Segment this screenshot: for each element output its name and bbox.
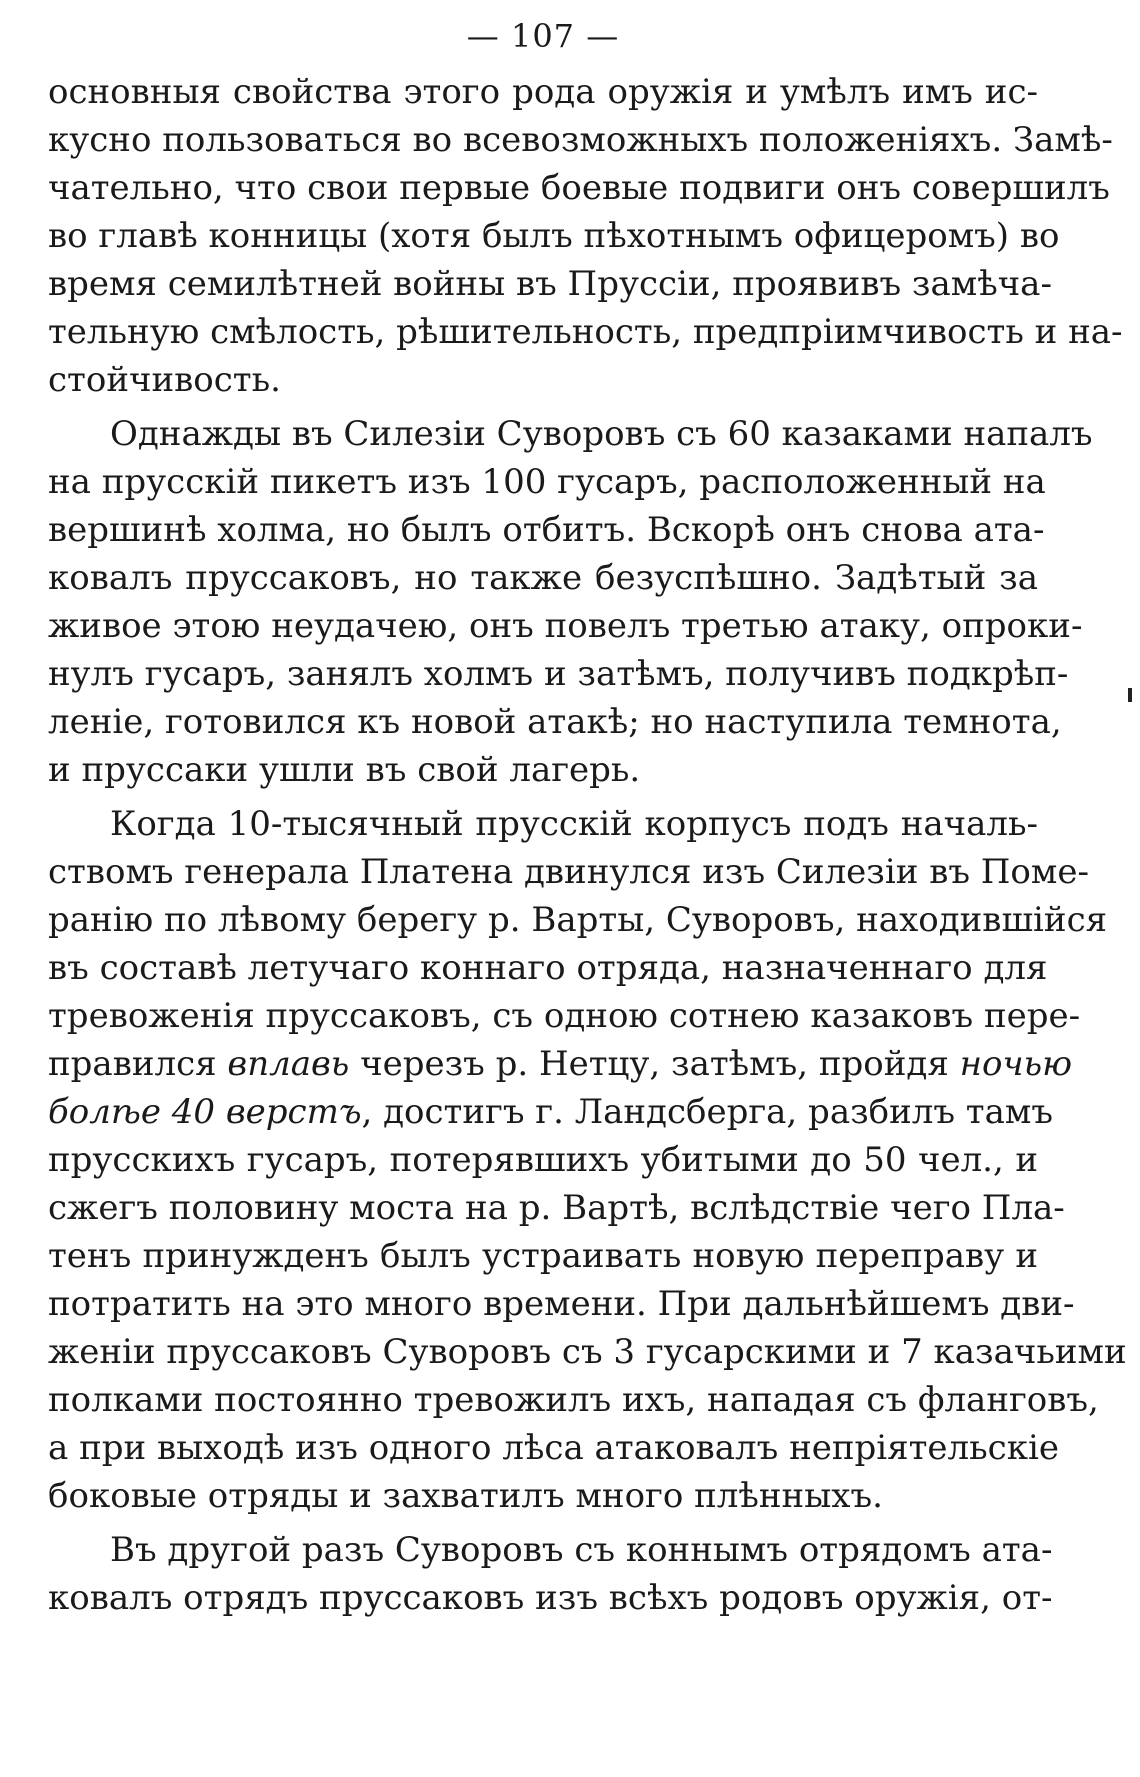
emphasis-text: вплавь bbox=[227, 1044, 350, 1084]
text-line: ствомъ генерала Платена двинулся изъ Силезіи въ Помe- bbox=[48, 852, 1089, 892]
emphasis-text: болѣе 40 верстъ bbox=[48, 1092, 362, 1132]
paragraph-3 bbox=[48, 800, 1127, 1520]
text-line: ковалъ отрядъ пруссаковъ изъ всѣхъ родовъ оружія, от- bbox=[48, 1578, 1053, 1618]
text-line: въ составѣ летучаго коннаго отряда, назначеннаго для bbox=[48, 948, 1048, 988]
text-line: женіи пруссаковъ Суворовъ съ 3 гусарскими и 7 казачьими bbox=[48, 1332, 1127, 1372]
text-line: прусскихъ гусаръ, потерявшихъ убитыми до 50 чел., и bbox=[48, 1140, 1038, 1180]
text-line: тревоженія пруссаковъ, съ одною сотнею казаковъ пере- bbox=[48, 996, 1081, 1036]
paragraph-2 bbox=[48, 410, 1093, 794]
text-line: во главѣ конницы (хотя былъ пѣхотнымъ офицеромъ) во bbox=[48, 216, 1060, 256]
text-line: ковалъ пруссаковъ, но также безуспѣшно. Задѣтый за bbox=[48, 558, 1038, 598]
text-line: основныя свойства этого рода оружія и умѣлъ имъ ис- bbox=[48, 72, 1038, 112]
text-segment: черезъ р. Нетцу, затѣмъ, пройдя bbox=[349, 1044, 960, 1084]
text-line: стойчивость. bbox=[48, 360, 281, 400]
text-line: сжегъ половину моста на р. Вартѣ, вслѣдствіе чего Пла- bbox=[48, 1188, 1065, 1228]
text-line: полками постоянно тревожилъ ихъ, нападая съ фланговъ, bbox=[48, 1380, 1099, 1420]
text-line: и пруссаки ушли въ свой лагерь. bbox=[48, 750, 641, 790]
text-line: Однажды въ Силезіи Суворовъ съ 60 казаками напалъ bbox=[110, 414, 1093, 454]
text-line: кусно пользоваться во всевозможныхъ положеніяхъ. Замѣ- bbox=[48, 120, 1113, 160]
text-line: тельную смѣлость, рѣшительность, предпріимчивость и на- bbox=[48, 312, 1123, 352]
text-line: живое этою неудачею, онъ повелъ третью атаку, опроки- bbox=[48, 606, 1083, 646]
text-line: чательно, что свои первые боевые подвиги онъ совершилъ bbox=[48, 168, 1110, 208]
text-line: тенъ принужденъ былъ устраивать новую переправу и bbox=[48, 1236, 1038, 1276]
text-line: а при выходѣ изъ одного лѣса атаковалъ непріятельскіе bbox=[48, 1428, 1059, 1468]
text-line-with-emphasis bbox=[48, 1088, 1053, 1136]
paragraph-4 bbox=[48, 1526, 1053, 1622]
emphasis-text: ночью bbox=[959, 1044, 1073, 1084]
text-line: боковые отряды и захватилъ много плѣнныхъ. bbox=[48, 1476, 883, 1516]
page bbox=[48, 14, 1127, 1622]
text-segment: , достигъ г. Ландсберга, разбилъ тамъ bbox=[361, 1092, 1053, 1132]
text-line: нулъ гусаръ, занялъ холмъ и затѣмъ, получивъ подкрѣп- bbox=[48, 654, 1069, 694]
text-line: вершинѣ холма, но былъ отбитъ. Вскорѣ онъ снова ата- bbox=[48, 510, 1045, 550]
text-line: ранію по лѣвому берегу р. Варты, Суворовъ, находившійся bbox=[48, 900, 1108, 940]
text-line: Когда 10-тысячный прусскій корпусъ подъ началь- bbox=[110, 804, 1038, 844]
text-line: Въ другой разъ Суворовъ съ коннымъ отрядомъ ата- bbox=[110, 1530, 1053, 1570]
text-line-with-emphasis bbox=[48, 1040, 1073, 1088]
text-line: на прусскій пикетъ изъ 100 гусаръ, расположенный на bbox=[48, 462, 1046, 502]
text-line: леніе, готовился къ новой атакѣ; но наступила темнота, bbox=[48, 702, 1062, 742]
text-line: время семилѣтней войны въ Пруссіи, проявивъ замѣча- bbox=[48, 264, 1052, 304]
text-segment: правился bbox=[48, 1044, 228, 1084]
text-line: потратить на это много времени. При дальнѣйшемъ дви- bbox=[48, 1284, 1075, 1324]
paragraph-1 bbox=[48, 68, 1123, 404]
scan-speck bbox=[1128, 688, 1132, 702]
page-number: — 107 — bbox=[466, 17, 620, 55]
